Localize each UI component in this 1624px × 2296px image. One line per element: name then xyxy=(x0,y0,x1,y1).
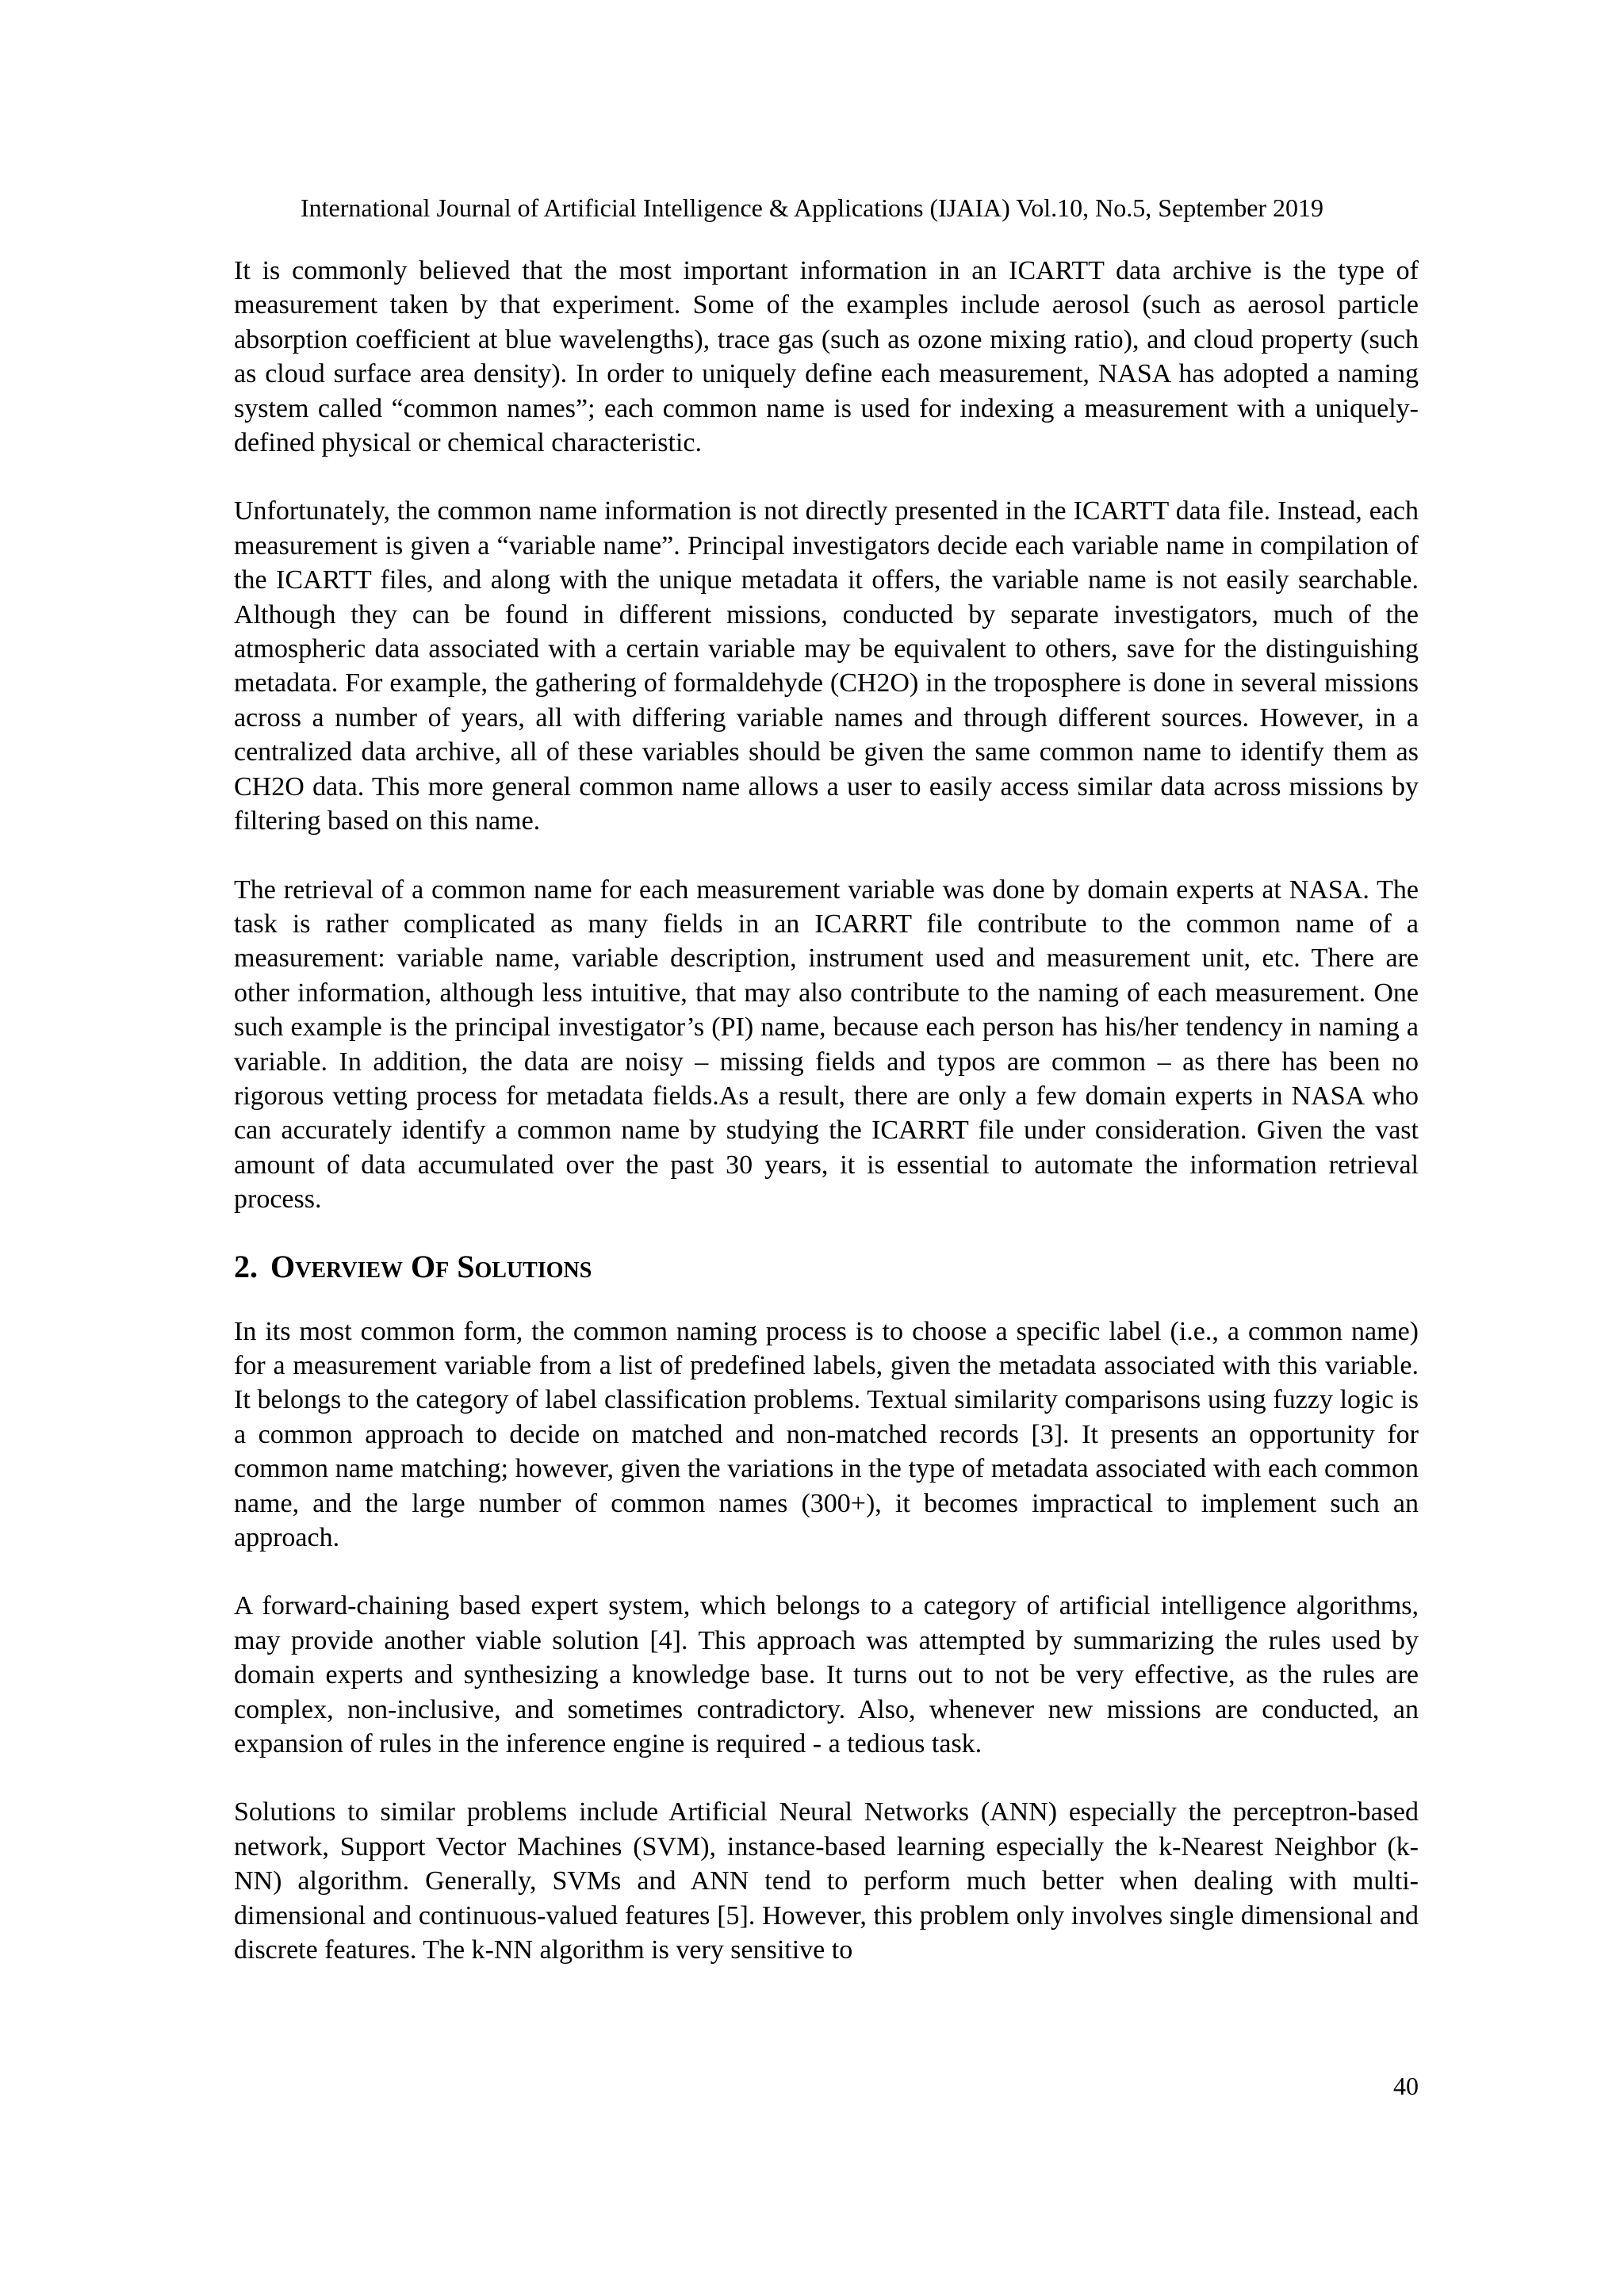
page-number: 40 xyxy=(1393,2072,1419,2100)
section-heading xyxy=(234,1247,1419,1287)
body-paragraph-1: It is commonly believed that the most important information in an ICARTT data archive is the type of measurement taken by that experiment. Some of the examples include aerosol (such as aerosol particle absorption coefficient at blue wavelengths), trace gas (such as ozone mixing ratio), and cloud property (such as cloud surface area density). In order to uniquely define each measurement, NASA has adopted a naming system called “common names”; each common name is used for indexing a measurement with a uniquely-defined physical or chemical characteristic. xyxy=(234,256,1419,458)
running-header: International Journal of Artificial Intelligence & Applications (IJAIA) Vol.10, No.5, September 2019 xyxy=(300,193,1324,222)
section-number: 2. xyxy=(234,1248,258,1284)
section-paragraph-2: A forward-chaining based expert system, which belongs to a category of artificial intelligence algorithms, may provide another viable solution [4]. This approach was attempted by summarizing the rules used by domain experts and synthesizing a knowledge base. It turns out to not be very effective, as the rules are complex, non-inclusive, and sometimes contradictory. Also, whenever new missions are conducted, an expansion of rules in the inference engine is required - a tedious task. xyxy=(234,1591,1419,1759)
section-title: Overview Of Solutions xyxy=(270,1248,592,1284)
article-body xyxy=(234,254,1419,1967)
body-paragraph-2: Unfortunately, the common name information is not directly presented in the ICARTT data file. Instead, each measurement is given a “variable name”. Principal investigators decide each variable name in compilation of the ICARTT files, and along with the unique metadata it offers, the variable name is not easily searchable. Although they can be found in different missions, conducted by separate investigators, much of the atmospheric data associated with a certain variable may be equivalent to others, save for the distinguishing metadata. For example, the gathering of formaldehyde (CH2O) in the troposphere is done in several missions across a number of years, all with differing variable names and through different sources. However, in a centralized data archive, all of these variables should be given the same common name to identify them as CH2O data. This more general common name allows a user to easily access similar data across missions by filtering based on this name. xyxy=(234,496,1419,836)
body-paragraph-3: The retrieval of a common name for each measurement variable was done by domain experts at NASA. The task is rather complicated as many fields in an ICARRT file contribute to the common name of a measurement: variable name, variable description, instrument used and measurement unit, etc. There are other information, although less intuitive, that may also contribute to the naming of each measurement. One such example is the principal investigator’s (PI) name, because each person has his/her tendency in naming a variable. In addition, the data are noisy – missing fields and typos are common – as there has been no rigorous vetting process for metadata fields.As a result, there are only a few domain experts in NASA who can accurately identify a common name by studying the ICARRT file under consideration. Given the vast amount of data accumulated over the past 30 years, it is essential to automate the information retrieval process. xyxy=(234,874,1419,1215)
section-paragraph-3: Solutions to similar problems include Artificial Neural Networks (ANN) especially the perceptron-based network, Support Vector Machines (SVM), instance-based learning especially the k-Nearest Neighbor (k-NN) algorithm. Generally, SVMs and ANN tend to perform much better when dealing with multi-dimensional and continuous-valued features [5]. However, this problem only involves single dimensional and discrete features. The k-NN algorithm is very sensitive to xyxy=(234,1797,1419,1965)
section-paragraph-1: In its most common form, the common naming process is to choose a specific label (i.e., a common name) for a measurement variable from a list of predefined labels, given the metadata associated with this variable. It belongs to the category of label classification problems. Textual similarity comparisons using fuzzy logic is a common approach to decide on matched and non-matched records [3]. It presents an opportunity for common name matching; however, given the variations in the type of metadata associated with each common name, and the large number of common names (300+), it becomes impractical to implement such an approach. xyxy=(234,1316,1419,1552)
